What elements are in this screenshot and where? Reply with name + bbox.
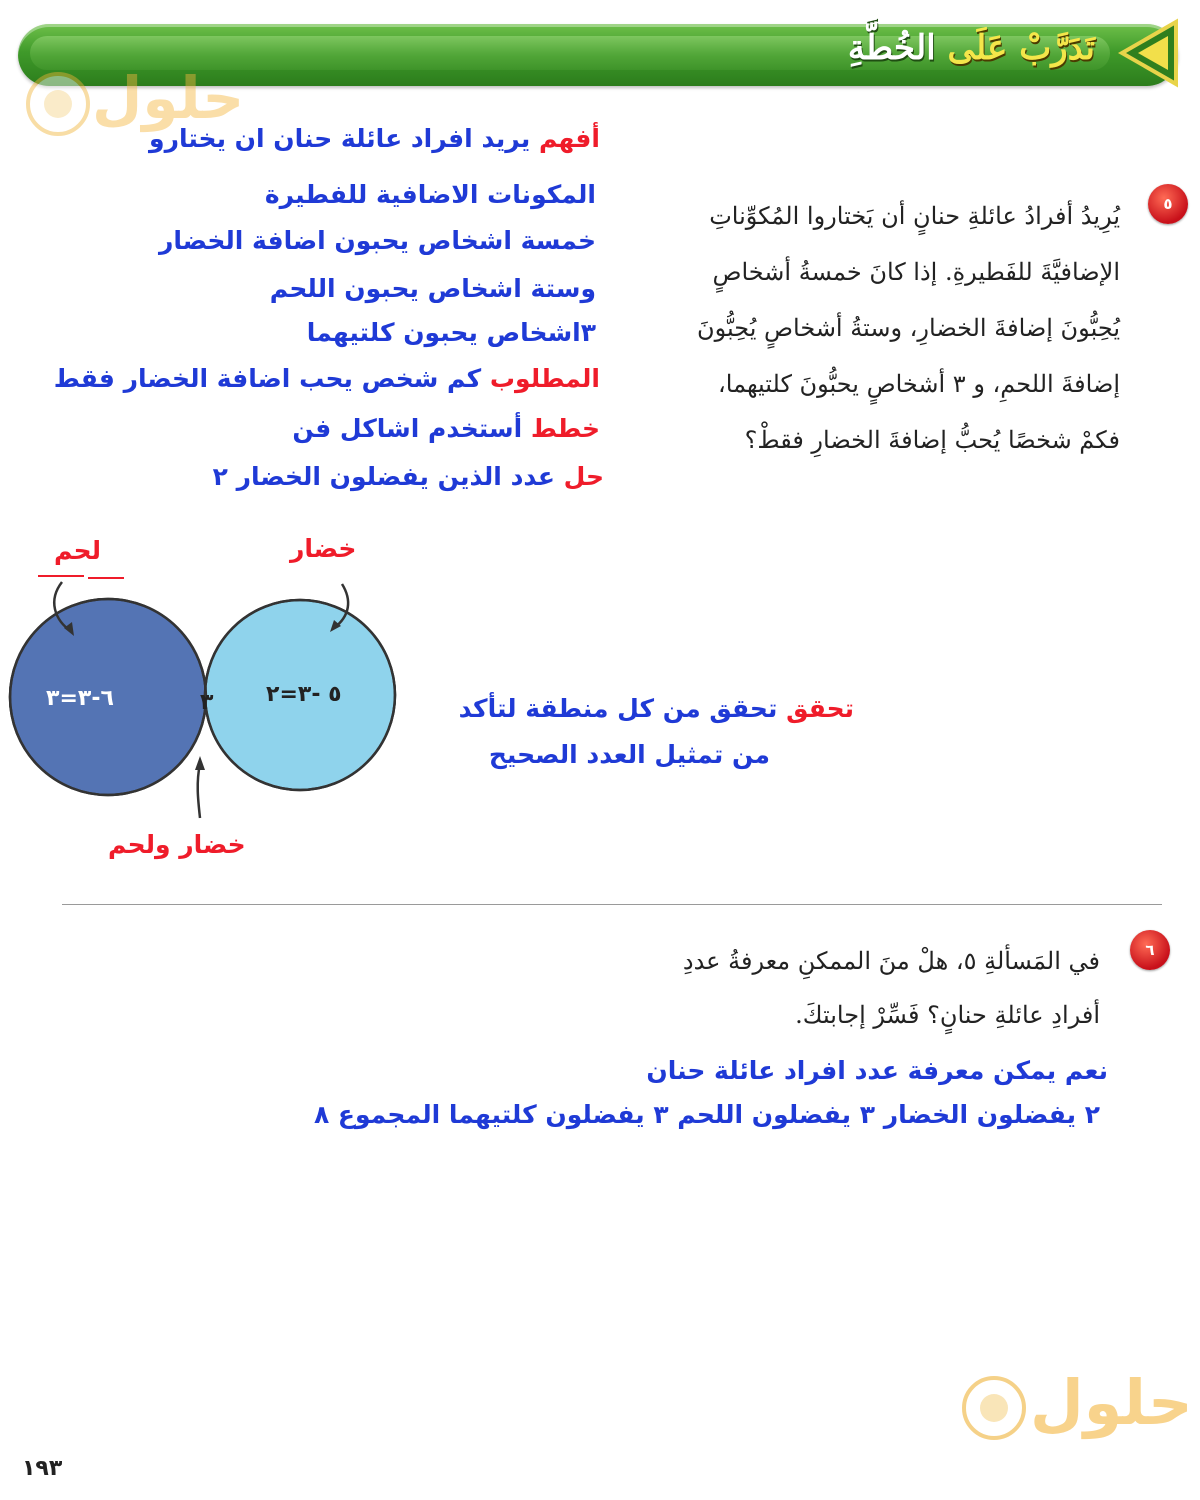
venn-value-both: ٣: [200, 690, 214, 715]
note-text-solve: عدد الذين يفضلون الخضار ٢: [212, 462, 555, 491]
venn-label-meat: لحم: [54, 536, 102, 565]
note-solve: [213, 462, 604, 491]
q6-line: أفرادِ عائلةِ حنانٍ؟ فَسِّرْ إجابتكَ.: [795, 1001, 1100, 1029]
note-label-required: المطلوب: [489, 364, 600, 393]
watermark-logo-bottom: [960, 1366, 1193, 1452]
question-5-text: [620, 188, 1120, 468]
note-line-veg: خمسة اشخاص يحبون اضافة الخضار: [158, 226, 596, 255]
note-text-understand: يريد افراد عائلة حنان ان يختارو: [149, 124, 531, 153]
note-label-plan: خطط: [530, 414, 600, 443]
title-part-1: تَدَرَّبْ عَلَى: [947, 28, 1095, 68]
note-line-meat: وستة اشخاص يحبون اللحم: [269, 274, 596, 303]
arrow-both: [198, 764, 200, 818]
banner-arrow-icon: [1118, 18, 1178, 88]
venn-value-meat-only: ٦-٣=٣: [46, 686, 114, 711]
q6-answer-line-1: نعم يمكن معرفة عدد افراد عائلة حنان: [646, 1056, 1108, 1085]
venn-label-both: خضار ولحم: [108, 830, 246, 859]
note-plan: [292, 414, 600, 443]
note-check: [459, 694, 854, 723]
note-understand: [149, 124, 600, 153]
q5-line: إضافةَ اللحمِ، و ٣ أشخاصٍ يحبُّونَ كلتيهما،: [718, 370, 1120, 398]
q5-line: يُحِبُّونَ إضافةَ الخضارِ، وستةُ أشخاصٍ يُحِبُّونَ: [696, 314, 1120, 342]
page-number: ١٩٣: [22, 1456, 63, 1481]
watermark-text-top: حلول: [92, 64, 245, 132]
note-text-plan: أستخدم اشاكل فن: [292, 414, 523, 443]
q6-answer-line-2: ٢ يفضلون الخضار ٣ يفضلون اللحم ٣ يفضلون كلتيهما المجموع ٨: [313, 1100, 1100, 1129]
note-label-solve: حل: [563, 462, 604, 491]
question-6-number: ٦: [1130, 930, 1170, 970]
watermark-text-bottom: حلول: [1030, 1366, 1193, 1439]
q6-line: في المَسألةِ ٥، هلْ منَ الممكنِ معرفةُ عددِ: [682, 947, 1100, 975]
note-label-check: تحقق: [786, 694, 854, 723]
section-divider: [62, 904, 1162, 905]
venn-value-veg-only: ٥ -٣=٢: [266, 682, 342, 707]
q5-line: الإضافيَّةَ للفَطيرةِ. إذا كانَ خمسةُ أشخاصٍ: [712, 258, 1120, 286]
note-text-required: كم شخص يحب اضافة الخضار فقط: [53, 364, 482, 393]
venn-label-veg: خضار: [290, 534, 357, 563]
note-required: [54, 364, 600, 393]
title-part-2: الخُطَّةِ: [847, 28, 936, 68]
q5-line: يُرِيدُ أفرادُ عائلةِ حنانٍ أن يَختاروا المُكوِّناتِ: [709, 202, 1120, 230]
question-5-number: ٥: [1148, 184, 1188, 224]
note-label-understand: أفهم: [538, 124, 600, 153]
note-line-both: ٣اشخاص يحبون كلتيهما: [306, 318, 596, 347]
note-line-ingredients: المكونات الاضافية للفطيرة: [264, 180, 596, 209]
section-title: [848, 28, 1095, 68]
q5-line: فكمْ شخصًا يُحبُّ إضافةَ الخضارِ فقطْ؟: [744, 426, 1120, 454]
question-6-text: [580, 934, 1100, 1042]
note-text-check-2: من تمثيل العدد الصحيح: [488, 740, 770, 769]
note-text-check-1: تحقق من كل منطقة لتأكد: [458, 694, 778, 723]
